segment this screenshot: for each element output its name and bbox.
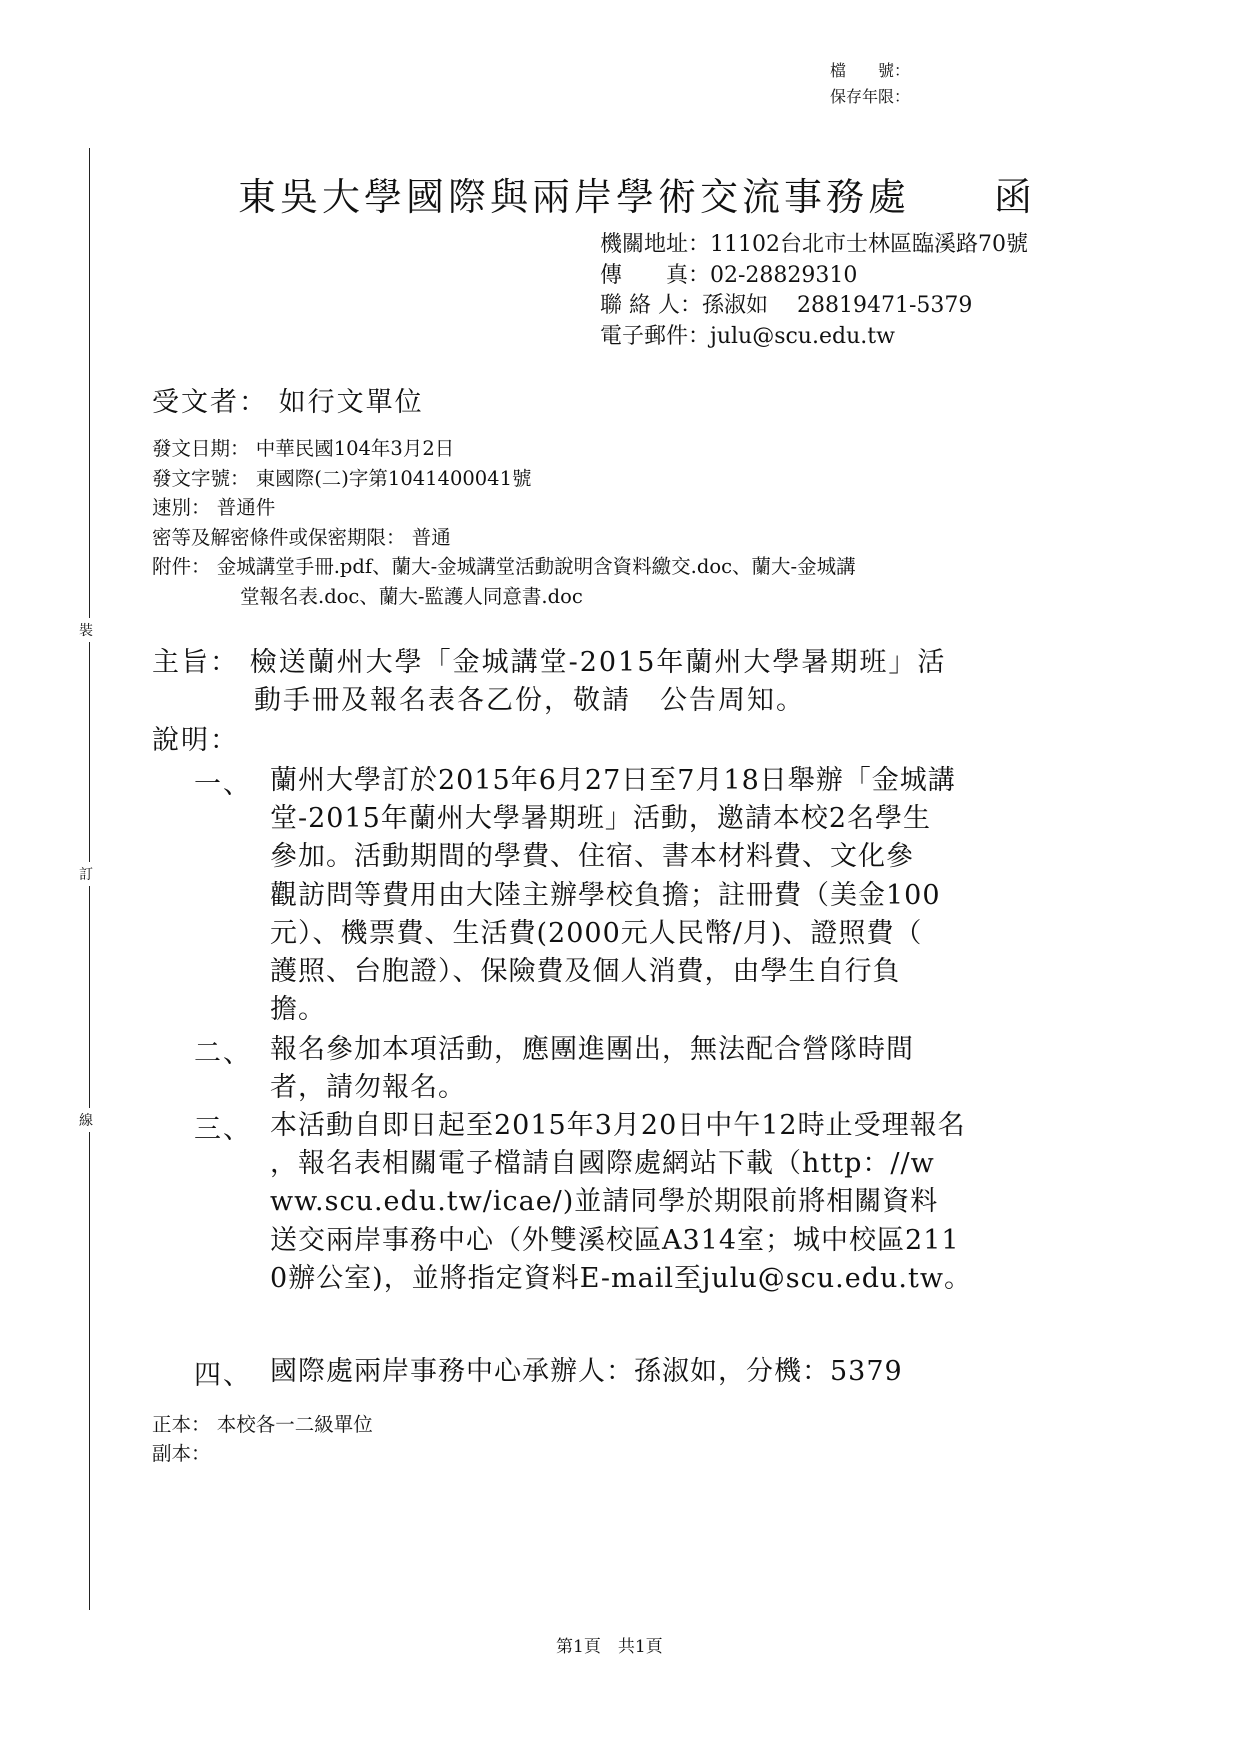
- contact-address: 機關地址：11102台北市士林區臨溪路70號: [600, 232, 1028, 257]
- contact-block: [600, 230, 1028, 352]
- item-1-line: 元）、機票費、生活費(2000元人民幣/月)、證照費（: [270, 917, 923, 949]
- issue-date: 發文日期： 中華民國104年3月2日: [152, 437, 455, 460]
- item-number-4: 四、: [194, 1360, 252, 1391]
- binding-mark-xian: 線: [79, 1108, 93, 1132]
- page-number: 第1頁 共1頁: [556, 1637, 663, 1657]
- item-3-line: ，報名表相關電子檔請自國際處網站下載（http：//w: [270, 1148, 935, 1180]
- secrecy-level: 密等及解密條件或保密期限： 普通: [152, 525, 451, 549]
- item-2-text: [270, 1031, 914, 1107]
- binding-mark-zhuang: 裝: [79, 618, 93, 642]
- item-4-text: [270, 1353, 903, 1391]
- file-number-label: 檔 號：: [830, 61, 911, 80]
- subject-line-1: 主旨： 檢送蘭州大學「金城講堂-2015年蘭州大學暑期班」活: [152, 647, 947, 678]
- subject-block: [152, 644, 946, 720]
- speed-class: 速別： 普通件: [152, 496, 276, 519]
- binding-mark-ding: 訂: [79, 862, 93, 886]
- item-number-2: 二、: [194, 1038, 252, 1069]
- item-3-line: 本活動自即日起至2015年3月20日中午12時止受理報名: [270, 1110, 966, 1141]
- item-1-line: 護照、台胞證）、保險費及個人消費，由學生自行負: [270, 956, 901, 988]
- item-1-line: 蘭州大學訂於2015年6月27日至7月18日舉辦「金城講: [270, 765, 956, 796]
- item-1-line: 參加。活動期間的學費、住宿、書本材料費、文化參: [270, 841, 914, 873]
- item-3-line: 送交兩岸事務中心（外雙溪校區A314室；城中校區211: [270, 1224, 960, 1256]
- item-2-line: 報名參加本項活動，應團進團出，無法配合營隊時間: [270, 1034, 914, 1065]
- item-number-1: 一、: [194, 769, 252, 800]
- item-3-text: [270, 1107, 972, 1298]
- carbon-copy: 副本：: [152, 1442, 211, 1465]
- item-1-line: 堂-2015年蘭州大學暑期班」活動，邀請本校2名學生: [270, 803, 932, 835]
- contact-person: 聯 絡 人：孫淑如 28819471-5379: [600, 293, 973, 318]
- document-title: 東吳大學國際與兩岸學術交流事務處 函: [238, 175, 1037, 219]
- item-1-line: 擔。: [270, 994, 326, 1026]
- item-3-line: ww.scu.edu.tw/icae/)並請同學於期限前將相關資料: [270, 1186, 939, 1218]
- contact-email: 電子郵件：julu@scu.edu.tw: [600, 323, 895, 349]
- item-1-line: 觀訪問等費用由大陸主辦學校負擔；註冊費（美金100: [270, 879, 941, 911]
- issue-number: 發文字號： 東國際(二)字第1041400041號: [152, 466, 532, 490]
- item-2-line: 者，請勿報名。: [270, 1072, 466, 1104]
- item-4-line: 國際處兩岸事務中心承辦人：孫淑如，分機：5379: [270, 1356, 903, 1387]
- retention-period-label: 保存年限：: [830, 87, 911, 106]
- attachment-line-1: 附件： 金城講堂手冊.pdf、蘭大-金城講堂活動說明含資料繳交.doc、蘭大-金城講: [152, 555, 856, 578]
- explanation-label: 說明：: [152, 725, 239, 756]
- item-3-line: 0辦公室)，並將指定資料E-mail至julu@scu.edu.tw。: [270, 1262, 972, 1294]
- recipient: 受文者： 如行文單位: [152, 387, 424, 418]
- meta-block: [152, 434, 856, 611]
- attachment-line-2: 堂報名表.doc、蘭大-監護人同意書.doc: [240, 584, 583, 608]
- item-1-text: [270, 762, 956, 1029]
- main-copy: 正本： 本校各一二級單位: [152, 1413, 373, 1436]
- subject-line-2: 動手冊及報名表各乙份，敬請 公告周知。: [254, 685, 805, 716]
- item-number-3: 三、: [194, 1114, 252, 1145]
- contact-fax: 傳 真：02-28829310: [600, 262, 858, 288]
